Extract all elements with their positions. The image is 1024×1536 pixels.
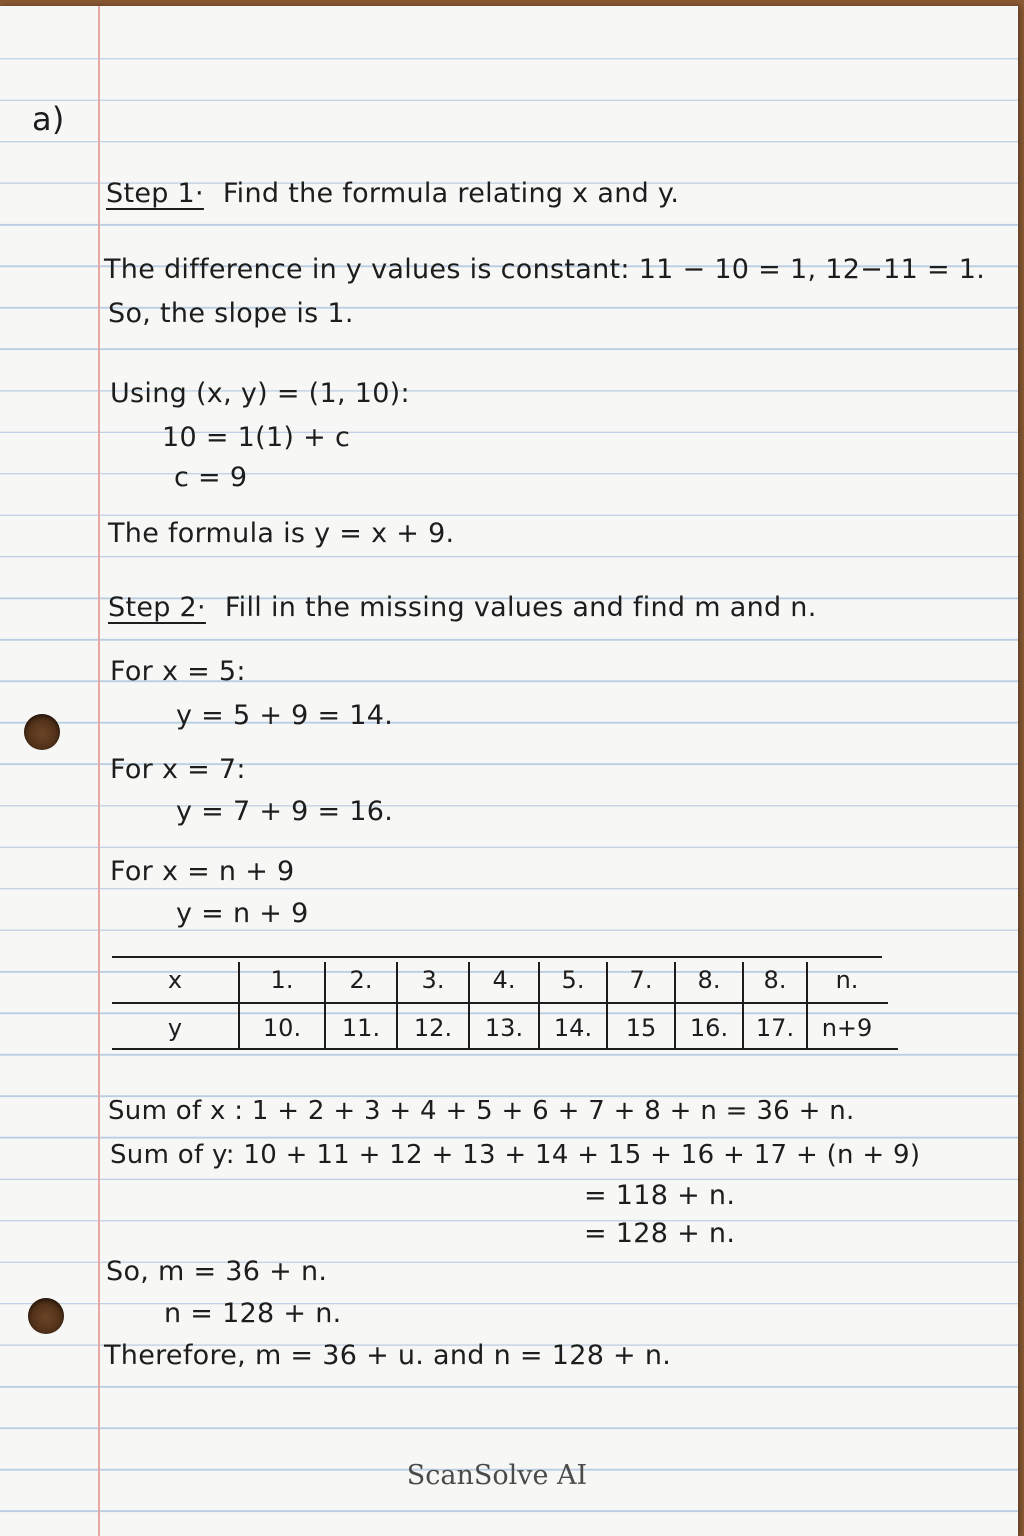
notebook-page bbox=[0, 6, 1018, 1536]
step1-formula: The formula is y = x + 9. bbox=[108, 518, 455, 549]
conclusion-therefore: Therefore, m = 36 + u. and n = 128 + n. bbox=[104, 1340, 672, 1371]
step1-heading: Step 1· bbox=[106, 178, 204, 209]
values-table bbox=[112, 956, 898, 1050]
table-middle-rule bbox=[112, 1002, 888, 1004]
y-cell: 13. bbox=[484, 1014, 524, 1042]
y-cell: 14. bbox=[553, 1014, 593, 1042]
case2-head: For x = 7: bbox=[110, 754, 246, 785]
binder-hole-icon bbox=[28, 1298, 64, 1334]
y-cell: 17. bbox=[755, 1014, 795, 1042]
y-cell: 10. bbox=[262, 1014, 302, 1042]
step1-line2: So, the slope is 1. bbox=[108, 298, 354, 329]
x-cell: 8. bbox=[697, 966, 721, 994]
sum-x: Sum of x : 1 + 2 + 3 + 4 + 5 + 6 + 7 + 8 + n = 36 + n. bbox=[108, 1096, 855, 1126]
watermark: ScanSolve AI bbox=[406, 1460, 588, 1491]
step1-title: Find the formula relating x and y. bbox=[222, 178, 680, 209]
x-cell: 7. bbox=[629, 966, 653, 994]
case3-head: For x = n + 9 bbox=[110, 856, 295, 887]
sum-y-step3: = 128 + n. bbox=[584, 1218, 736, 1249]
x-cell: 4. bbox=[492, 966, 516, 994]
y-cell: 12. bbox=[413, 1014, 453, 1042]
case1-head: For x = 5: bbox=[110, 656, 246, 687]
x-cell: 5. bbox=[561, 966, 585, 994]
sum-y-step2: = 118 + n. bbox=[584, 1180, 736, 1211]
step1-eq2: c = 9 bbox=[174, 462, 248, 493]
step2-heading: Step 2· bbox=[108, 592, 206, 623]
row-label-x: x bbox=[167, 966, 183, 994]
step1-heading-line bbox=[106, 178, 679, 209]
y-cell: n+9 bbox=[821, 1014, 873, 1042]
x-cell: 1. bbox=[270, 966, 294, 994]
binder-hole-icon bbox=[24, 714, 60, 750]
conclusion-n: n = 128 + n. bbox=[164, 1298, 342, 1329]
y-cell: 15 bbox=[625, 1014, 657, 1042]
y-cell: 16. bbox=[689, 1014, 729, 1042]
table-bottom-rule bbox=[112, 1048, 898, 1050]
x-cell: n. bbox=[835, 966, 859, 994]
conclusion-m: So, m = 36 + n. bbox=[106, 1256, 328, 1287]
x-cell: 3. bbox=[421, 966, 445, 994]
step1-line1: The difference in y values is constant: 11 − 10 = 1, 12−11 = 1. bbox=[104, 254, 986, 285]
x-cell: 8. bbox=[763, 966, 787, 994]
case2-eq: y = 7 + 9 = 16. bbox=[176, 796, 394, 827]
row-label-y: y bbox=[167, 1014, 183, 1042]
step1-using: Using (x, y) = (1, 10): bbox=[110, 378, 410, 409]
step2-title: Fill in the missing values and find m and n. bbox=[224, 592, 817, 623]
x-cell: 2. bbox=[349, 966, 373, 994]
step2-heading-line bbox=[108, 592, 817, 623]
sum-y: Sum of y: 10 + 11 + 12 + 13 + 14 + 15 + 16 + 17 + (n + 9) bbox=[110, 1140, 921, 1170]
part-label: a) bbox=[32, 100, 65, 138]
case3-eq: y = n + 9 bbox=[176, 898, 309, 929]
step1-eq1: 10 = 1(1) + c bbox=[162, 422, 351, 453]
case1-eq: y = 5 + 9 = 14. bbox=[176, 700, 394, 731]
table-top-rule bbox=[112, 956, 882, 958]
y-cell: 11. bbox=[341, 1014, 381, 1042]
